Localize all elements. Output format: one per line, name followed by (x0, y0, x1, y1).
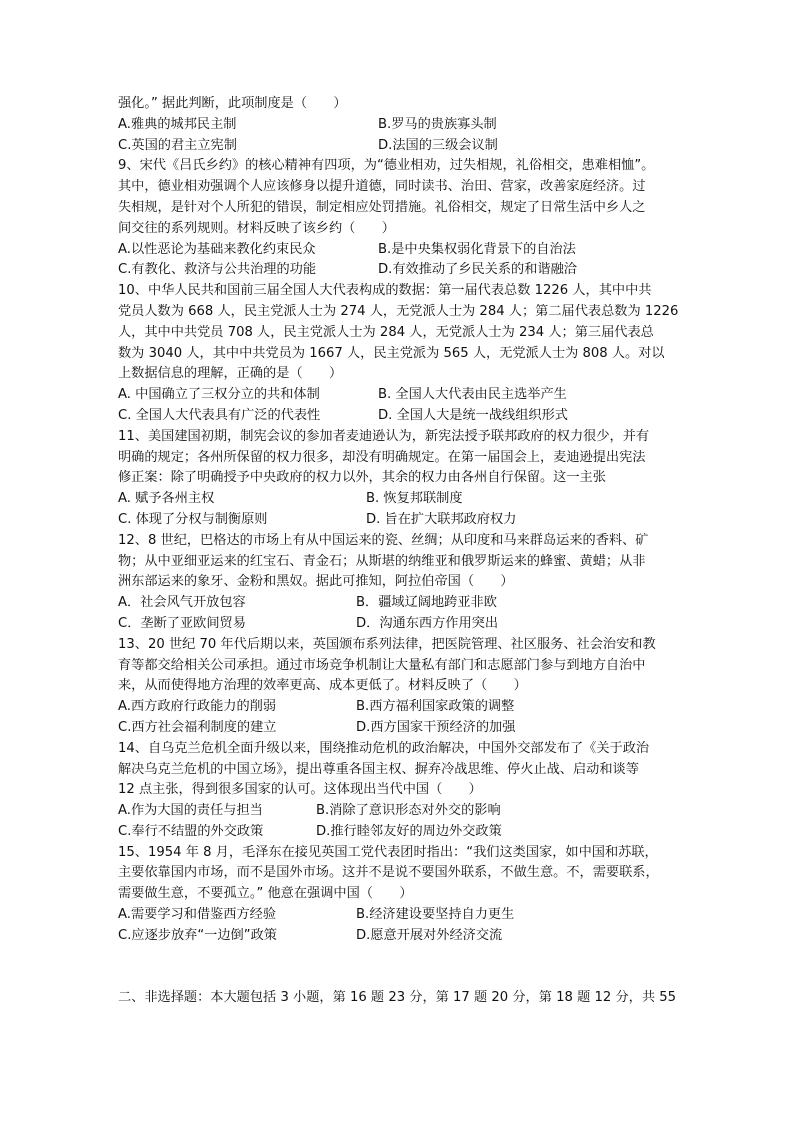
option-row (118, 489, 678, 510)
option-row (118, 240, 678, 261)
text-line: 主要依靠国内市场，而不是国外市场。这并不是说不要国外联系，不做生意。不，需要联系， (118, 865, 659, 881)
answer-option: D.推行睦邻友好的周边外交政策 (316, 823, 502, 839)
text-line: 14、自乌克兰危机全面升级以来，围绕推动危机的政治解决，中国外交部发布了《关于政治 (118, 740, 650, 756)
answer-option: A. 赋予各州主权 (118, 491, 215, 507)
answer-option: A.西方政府行政能力的削弱 (118, 699, 277, 715)
option-row (118, 801, 678, 822)
answer-option: B.西方福利国家政策的调整 (356, 699, 515, 715)
text-line: 11、美国建国初期，制宪会议的参加者麦迪逊认为，新宪法授予联邦政府的权力很少，并有 (118, 428, 650, 444)
text-line: 13、20 世纪 70 年代后期以来，英国颁布系列法律，把医院管理、社区服务、社会治安和教 (118, 636, 656, 652)
answer-option: C.奉行不结盟的外交政策 (118, 823, 264, 839)
answer-option: D. 全国人大是统一战线组织形式 (378, 407, 568, 423)
answer-option: C.应逐步放弃“一边倒”政策 (118, 927, 277, 943)
answer-option: C.英国的君主立宪制 (118, 137, 237, 153)
text-line: 解决乌克兰危机的中国立场》，提出尊重各国主权、摒弃冷战思维、停火止战、启动和谈等 (118, 761, 639, 777)
answer-option: A.雅典的城邦民主制 (118, 116, 237, 132)
answer-option: D.法国的三级会议制 (378, 137, 498, 153)
text-line: 修正案：除了明确授予中央政府的权力以外，其余的权力由各州自行保留。这一主张 (118, 470, 606, 486)
answer-option: A.需要学习和借鉴西方经验 (118, 907, 277, 923)
question-content (118, 94, 678, 947)
option-row (118, 136, 678, 157)
answer-option: C. 体现了分权与制衡原则 (118, 511, 268, 527)
answer-option: C. 全国人大代表具有广泛的代表性 (118, 407, 321, 423)
option-row (118, 260, 678, 281)
answer-option: A.作为大国的责任与担当 (118, 803, 263, 819)
option-row (118, 926, 678, 947)
answer-option: D.有效推动了乡民关系的和谐融洽 (378, 262, 577, 278)
answer-option: B.经济建设要坚持自力更生 (356, 907, 515, 923)
answer-option: B．疆域辽阔地跨亚非欧 (356, 595, 497, 611)
option-row (118, 905, 678, 926)
text-line: 失相规，是针对个人所犯的错误，制定相应处罚措施。礼俗相交，规定了日常生活中乡人之 (118, 199, 646, 215)
answer-option: B.罗马的贵族寡头制 (378, 116, 497, 132)
text-line: 12、8 世纪，巴格达的市场上有从中国运来的瓷、丝绸；从印度和马来群岛运来的香料、矿 (118, 532, 649, 548)
text-line: 物；从中亚细亚运来的红宝石、青金石；从斯堪的纳维亚和俄罗斯运来的蜂蜜、黄蜡；从非 (118, 553, 646, 569)
option-row (118, 614, 678, 635)
answer-option: B. 恢复邦联制度 (366, 491, 463, 507)
text-line: 育等都交给相关公司承担。通过市场竞争机制让大量私有部门和志愿部门参与到地方自治中 (118, 657, 646, 673)
text-line: 人，其中中共党员 708 人，民主党派人士为 284 人，无党派人士为 234 人；第三届代表总 (118, 324, 654, 340)
answer-option: D.愿意开展对外经济交流 (356, 927, 503, 943)
answer-option: A. 中国确立了三权分立的共和体制 (118, 387, 320, 403)
text-line: 其中，德业相劝强调个人应该修身以提升道德，同时读书、治田、营家，改善家庭经济。过 (118, 179, 646, 195)
option-row (118, 822, 678, 843)
text-line: 需要做生意，不要孤立。” 他意在强调中国（ ） (118, 886, 413, 902)
text-line: 9、宋代《吕氏乡约》的核心精神有四项，为“德业相劝，过失相规，礼俗相交，患难相恤”。 (118, 158, 655, 174)
text-line: 洲东部运来的象牙、金粉和黑奴。据此可推知，阿拉伯帝国（ ） (118, 574, 514, 590)
text-line: 10、中华人民共和国前三届全国人大代表构成的数据：第一届代表总数 1226 人，其中中共 (118, 283, 652, 299)
option-row (118, 593, 678, 614)
option-row (118, 718, 678, 739)
answer-option: C．垄断了亚欧间贸易 (118, 615, 246, 631)
answer-option: A.以性恶论为基础来教化约束民众 (118, 241, 316, 257)
text-line: 来，从而使得地方治理的效率更高、成本更低了。材料反映了（ ） (118, 678, 527, 694)
answer-option: D．沟通东西方作用突出 (356, 615, 499, 631)
text-line: 党员人数为 668 人，民主党派人士为 274 人，无党派人士为 284 人；第二届代表总数为 1226 (118, 303, 678, 319)
text-line: 12 点主张，得到很多国家的认可。这体现出当代中国（ ） (118, 782, 482, 798)
answer-option: A．社会风气开放包容 (118, 595, 246, 611)
text-line: 数为 3040 人，其中中共党员为 1667 人，民主党派为 565 人，无党派人士为 808 人。对以 (118, 345, 665, 361)
section-heading: 二、非选择题：本大题包括 3 小题，第 16 题 23 分，第 17 题 20 分，第 18 题 12 分，共 55 (118, 990, 676, 1005)
text-line: 间交往的系列规则。材料反映了该乡约（ ） (118, 220, 395, 236)
answer-option: D. 旨在扩大联邦政府权力 (366, 511, 517, 527)
text-line: 明确的规定；各州所保留的权力很多，却没有明确规定。在第一届国会上，麦迪逊提出宪法 (118, 449, 646, 465)
text-line: 上数据信息的理解，正确的是（ ） (118, 366, 343, 382)
option-row (118, 510, 678, 531)
answer-option: C.有教化、救济与公共治理的功能 (118, 262, 317, 278)
option-row (118, 406, 678, 427)
text-line: 强化。” 据此判断，此项制度是（ ） (118, 96, 347, 111)
option-row (118, 697, 678, 718)
answer-option: B.消除了意识形态对外交的影响 (316, 803, 501, 819)
answer-option: D.西方国家干预经济的加强 (356, 719, 516, 735)
option-row (118, 115, 678, 136)
option-row (118, 385, 678, 406)
answer-option: C.西方社会福利制度的建立 (118, 719, 277, 735)
answer-option: B. 全国人大代表由民主选举产生 (378, 387, 567, 403)
answer-option: B.是中央集权弱化背景下的自治法 (378, 241, 576, 257)
text-line: 15、1954 年 8 月，毛泽东在接见英国工党代表团时指出：“我们这类国家，如中国和苏联， (118, 844, 658, 860)
